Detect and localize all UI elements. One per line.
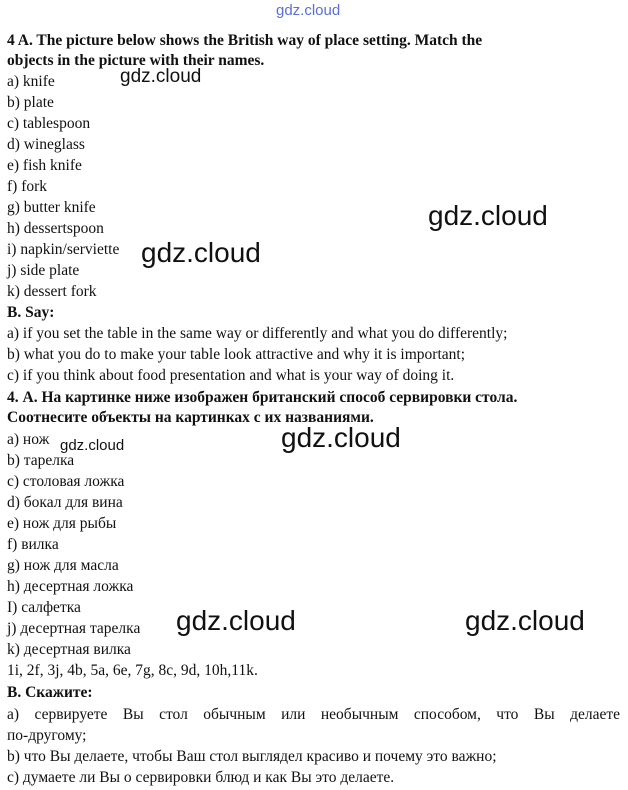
- task-heading-ru-cont: Соотнесите объекты на картинках с их названиями.: [7, 409, 374, 426]
- watermark: gdz.cloud: [141, 237, 261, 268]
- list-item: I) салфетка: [7, 599, 81, 616]
- watermark: gdz.cloud: [281, 422, 401, 453]
- list-item: j) side plate: [7, 262, 80, 279]
- list-item: h) dessertspoon: [7, 220, 104, 237]
- say-heading-ru: В. Скажите:: [7, 684, 93, 701]
- list-item: a) knife: [7, 73, 55, 90]
- say-item: b) что Вы делаете, чтобы Ваш стол выглядел красиво и почему это важно;: [7, 748, 497, 765]
- task-heading-en: 4 A. The picture below shows the British way of place setting. Match the: [7, 32, 483, 49]
- task-heading-ru: 4. А. На картинке ниже изображен британский способ сервировки стола.: [7, 389, 518, 406]
- say-item-cont: по-другому;: [7, 727, 87, 744]
- list-item: b) plate: [7, 94, 54, 111]
- say-heading-en: B. Say:: [7, 304, 55, 321]
- list-item: d) бокал для вина: [7, 494, 123, 511]
- list-item: k) dessert fork: [7, 283, 97, 300]
- list-item: c) tablespoon: [7, 115, 91, 132]
- list-item: e) нож для рыбы: [7, 515, 117, 532]
- list-item: f) fork: [7, 178, 48, 195]
- watermark: gdz.cloud: [60, 437, 125, 454]
- say-item: a) if you set the table in the same way or differently and what you do differently;: [7, 325, 508, 342]
- watermark-top: gdz.cloud: [276, 2, 341, 19]
- list-item: g) butter knife: [7, 199, 96, 216]
- watermark: gdz.cloud: [176, 605, 296, 636]
- say-item: с) думаете ли Вы о сервировки блюд и как Вы это делаете.: [7, 769, 395, 786]
- list-item: d) wineglass: [7, 136, 85, 153]
- say-item: а) сервируете Вы стол обычным или необычным способом, что Вы делаете: [7, 706, 620, 723]
- task-heading-en-cont: objects in the picture with their names.: [7, 52, 265, 69]
- say-item: c) if you think about food presentation and what is your way of doing it.: [7, 367, 455, 384]
- list-item: j) десертная тарелка: [7, 620, 141, 637]
- watermark: gdz.cloud: [428, 200, 548, 231]
- list-item: c) столовая ложка: [7, 473, 125, 490]
- list-item: k) десертная вилка: [7, 641, 131, 658]
- list-item: i) napkin/serviette: [7, 241, 120, 258]
- watermark: gdz.cloud: [120, 66, 202, 87]
- list-item: e) fish knife: [7, 157, 82, 174]
- answer-key: 1i, 2f, 3j, 4b, 5a, 6e, 7g, 8c, 9d, 10h,11k.: [7, 662, 258, 679]
- list-item: h) десертная ложка: [7, 578, 134, 595]
- list-item: b) тарелка: [7, 452, 75, 469]
- say-item: b) what you do to make your table look attractive and why it is important;: [7, 346, 466, 363]
- list-item: g) нож для масла: [7, 557, 119, 574]
- watermark: gdz.cloud: [465, 605, 585, 636]
- list-item: a) нож: [7, 431, 50, 448]
- list-item: f) вилка: [7, 536, 59, 553]
